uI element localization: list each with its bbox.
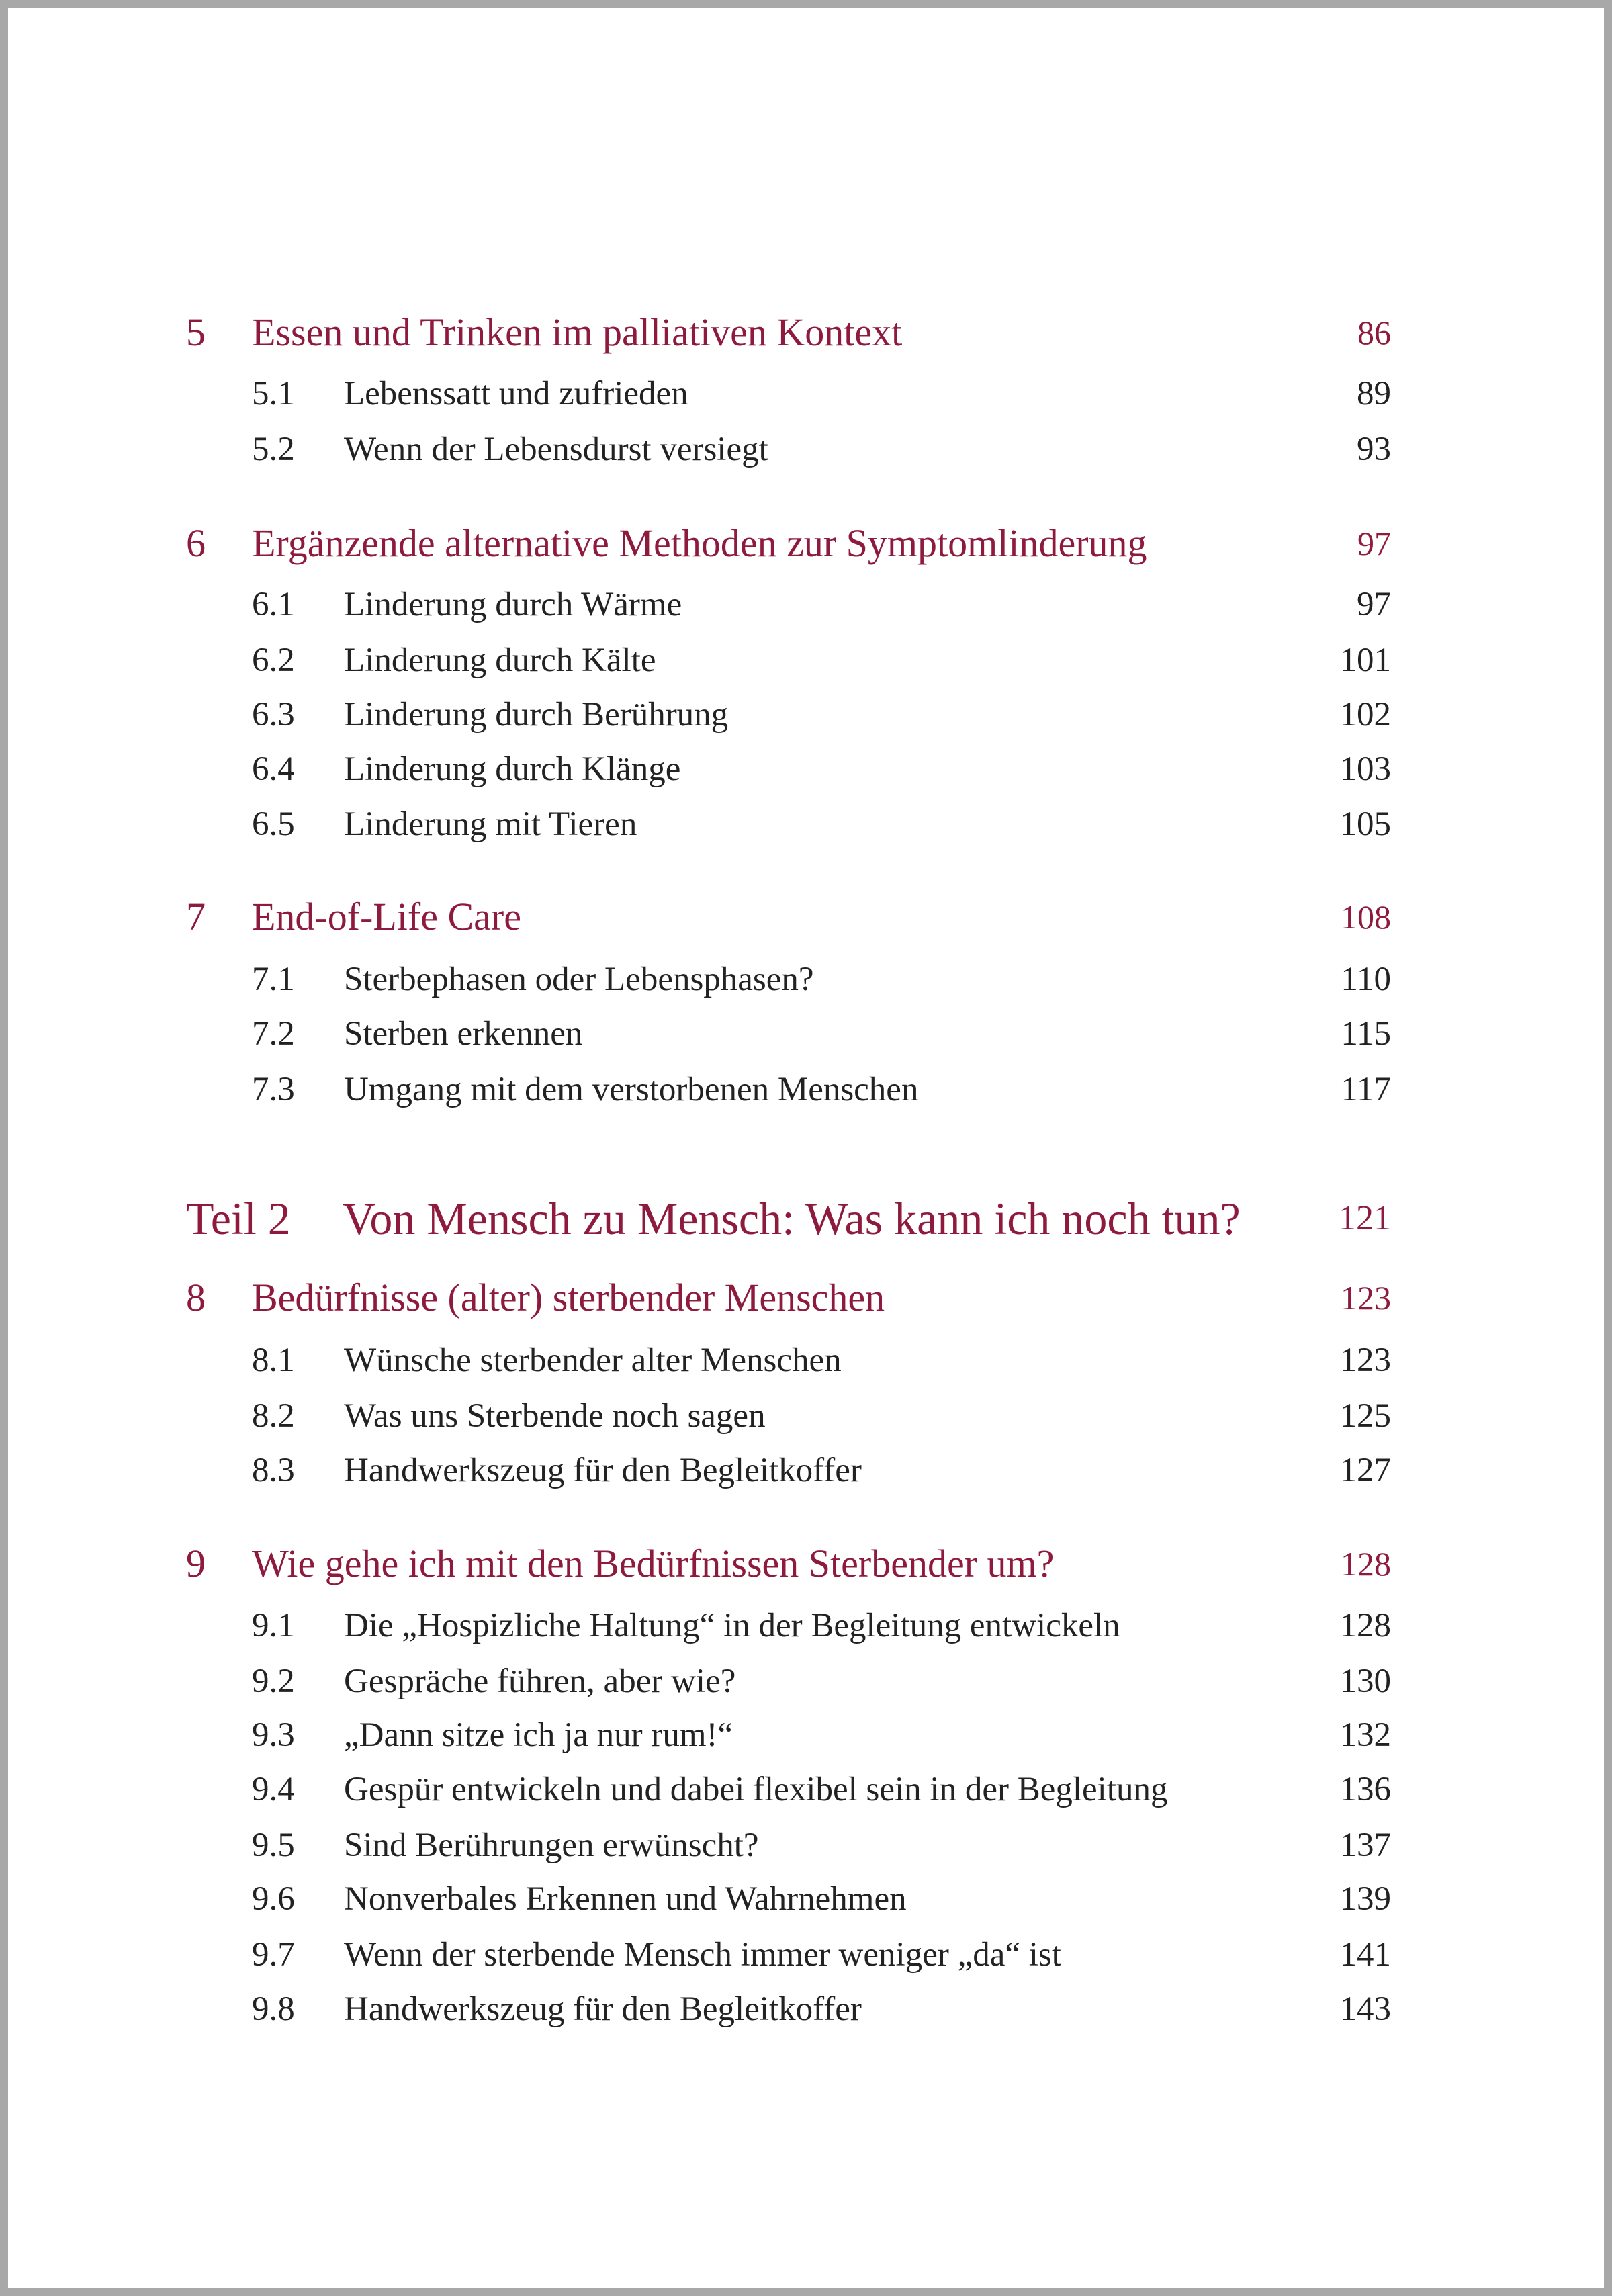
entry-title: Wenn der sterbende Mensch immer weniger „da“ ist xyxy=(344,1936,1061,1974)
entry-page: 103 xyxy=(1339,750,1391,788)
entry-page: 127 xyxy=(1339,1452,1391,1489)
entry-title: Nonverbales Erkennen und Wahrnehmen xyxy=(344,1880,907,1918)
entry-title: Umgang mit dem verstorbenen Menschen xyxy=(344,1071,919,1108)
entry-number: 9.5 xyxy=(252,1826,295,1864)
entry-page: 102 xyxy=(1339,696,1391,734)
entry-number: 9.8 xyxy=(252,1990,295,2028)
toc-section-entry[interactable] xyxy=(0,1982,1612,2036)
toc-section-entry[interactable] xyxy=(0,423,1612,476)
toc-chapter-entry[interactable] xyxy=(0,517,1612,570)
entry-page: 141 xyxy=(1339,1936,1391,1974)
toc-section-entry[interactable] xyxy=(0,1763,1612,1816)
entry-page: 110 xyxy=(1341,961,1391,998)
entry-page: 89 xyxy=(1357,375,1391,412)
entry-number: 9.7 xyxy=(252,1936,295,1974)
entry-title: „Dann sitze ich ja nur rum!“ xyxy=(344,1716,733,1754)
entry-page: 128 xyxy=(1341,1545,1391,1583)
toc-section-entry[interactable] xyxy=(0,1708,1612,1762)
entry-title: Sterbephasen oder Lebensphasen? xyxy=(344,961,814,998)
toc-section-entry[interactable] xyxy=(0,1444,1612,1497)
toc-chapter-entry[interactable] xyxy=(0,890,1612,944)
entry-page: 93 xyxy=(1357,431,1391,468)
entry-page: 105 xyxy=(1339,805,1391,843)
entry-page: 136 xyxy=(1339,1771,1391,1808)
entry-number: 7.3 xyxy=(252,1071,295,1108)
toc-section-entry[interactable] xyxy=(0,1389,1612,1443)
entry-title: Sterben erkennen xyxy=(344,1015,583,1053)
toc-chapter-entry[interactable] xyxy=(0,1537,1612,1591)
toc-section-entry[interactable] xyxy=(0,953,1612,1006)
entry-page: 108 xyxy=(1341,898,1391,936)
entry-number: 7.1 xyxy=(252,961,295,998)
toc-section-entry[interactable] xyxy=(0,688,1612,742)
entry-number: 8.2 xyxy=(252,1397,295,1435)
entry-number: 7 xyxy=(186,895,206,938)
entry-page: 137 xyxy=(1339,1826,1391,1864)
entry-page: 86 xyxy=(1357,314,1391,351)
entry-number: 6.2 xyxy=(252,642,295,679)
entry-number: 6.5 xyxy=(252,805,295,843)
toc-section-entry[interactable] xyxy=(0,1063,1612,1116)
entry-page: 101 xyxy=(1339,642,1391,679)
entry-page: 132 xyxy=(1339,1716,1391,1754)
entry-title: Wenn der Lebensdurst versiegt xyxy=(344,431,768,468)
entry-title: Die „Hospizliche Haltung“ in der Begleitung entwickeln xyxy=(344,1607,1120,1644)
entry-number: 9 xyxy=(186,1542,206,1585)
toc-section-entry[interactable] xyxy=(0,1818,1612,1872)
entry-number: 9.1 xyxy=(252,1607,295,1644)
entry-page: 128 xyxy=(1339,1607,1391,1644)
entry-number: 9.4 xyxy=(252,1771,295,1808)
entry-title: Was uns Sterbende noch sagen xyxy=(344,1397,766,1435)
entry-title: End-of-Life Care xyxy=(252,895,521,938)
entry-number: 6.4 xyxy=(252,750,295,788)
toc-section-entry[interactable] xyxy=(0,742,1612,796)
entry-page: 123 xyxy=(1341,1279,1391,1317)
toc-section-entry[interactable] xyxy=(0,1928,1612,1982)
entry-number: 6.1 xyxy=(252,586,295,623)
entry-number: 8.1 xyxy=(252,1341,295,1379)
entry-title: Wünsche sterbender alter Menschen xyxy=(344,1341,842,1379)
toc-part-entry[interactable] xyxy=(0,1192,1612,1245)
toc-section-entry[interactable] xyxy=(0,1599,1612,1652)
entry-number: 6 xyxy=(186,521,206,565)
entry-page: 139 xyxy=(1339,1880,1391,1918)
toc-section-entry[interactable] xyxy=(0,578,1612,631)
entry-number: 8.3 xyxy=(252,1452,295,1489)
toc-section-entry[interactable] xyxy=(0,797,1612,851)
entry-title: Essen und Trinken im palliativen Kontext xyxy=(252,310,903,354)
entry-title: Linderung durch Kälte xyxy=(344,642,656,679)
toc-section-entry[interactable] xyxy=(0,1333,1612,1387)
entry-title: Handwerkszeug für den Begleitkoffer xyxy=(344,1990,862,2028)
entry-title: Linderung mit Tieren xyxy=(344,805,637,843)
entry-number: 5 xyxy=(186,310,206,354)
entry-title: Gespräche führen, aber wie? xyxy=(344,1663,736,1700)
toc-section-entry[interactable] xyxy=(0,367,1612,421)
entry-page: 117 xyxy=(1341,1071,1391,1108)
entry-title: Sind Berührungen erwünscht? xyxy=(344,1826,759,1864)
entry-number: 9.6 xyxy=(252,1880,295,1918)
entry-number: 9.2 xyxy=(252,1663,295,1700)
entry-page: 115 xyxy=(1341,1015,1391,1053)
entry-title: Gespür entwickeln und dabei flexibel sein in der Begleitung xyxy=(344,1771,1168,1808)
entry-title: Linderung durch Klänge xyxy=(344,750,681,788)
entry-page: 123 xyxy=(1339,1341,1391,1379)
toc-chapter-entry[interactable] xyxy=(0,306,1612,359)
entry-title: Ergänzende alternative Methoden zur Symptomlinderung xyxy=(252,521,1147,565)
entry-page: 125 xyxy=(1339,1397,1391,1435)
entry-number: 7.2 xyxy=(252,1015,295,1053)
entry-page: 97 xyxy=(1357,525,1391,562)
entry-title: Lebenssatt und zufrieden xyxy=(344,375,688,412)
toc-chapter-entry[interactable] xyxy=(0,1271,1612,1325)
entry-title: Linderung durch Berührung xyxy=(344,696,729,734)
entry-page: 143 xyxy=(1339,1990,1391,2028)
entry-number: 9.3 xyxy=(252,1716,295,1754)
entry-page: 97 xyxy=(1357,586,1391,623)
entry-title: Wie gehe ich mit den Bedürfnissen Sterbender um? xyxy=(252,1542,1055,1585)
toc-section-entry[interactable] xyxy=(0,1007,1612,1061)
entry-number: Teil 2 xyxy=(186,1193,291,1244)
entry-title: Von Mensch zu Mensch: Was kann ich noch tun? xyxy=(343,1193,1241,1244)
entry-number: 8 xyxy=(186,1276,206,1319)
toc-section-entry[interactable] xyxy=(0,633,1612,687)
toc-section-entry[interactable] xyxy=(0,1654,1612,1708)
toc-section-entry[interactable] xyxy=(0,1872,1612,1926)
entry-page: 130 xyxy=(1339,1663,1391,1700)
entry-page: 121 xyxy=(1339,1199,1391,1237)
entry-title: Bedürfnisse (alter) sterbender Menschen xyxy=(252,1276,885,1319)
entry-number: 5.2 xyxy=(252,431,295,468)
entry-title: Handwerkszeug für den Begleitkoffer xyxy=(344,1452,862,1489)
entry-number: 6.3 xyxy=(252,696,295,734)
entry-number: 5.1 xyxy=(252,375,295,412)
entry-title: Linderung durch Wärme xyxy=(344,586,682,623)
